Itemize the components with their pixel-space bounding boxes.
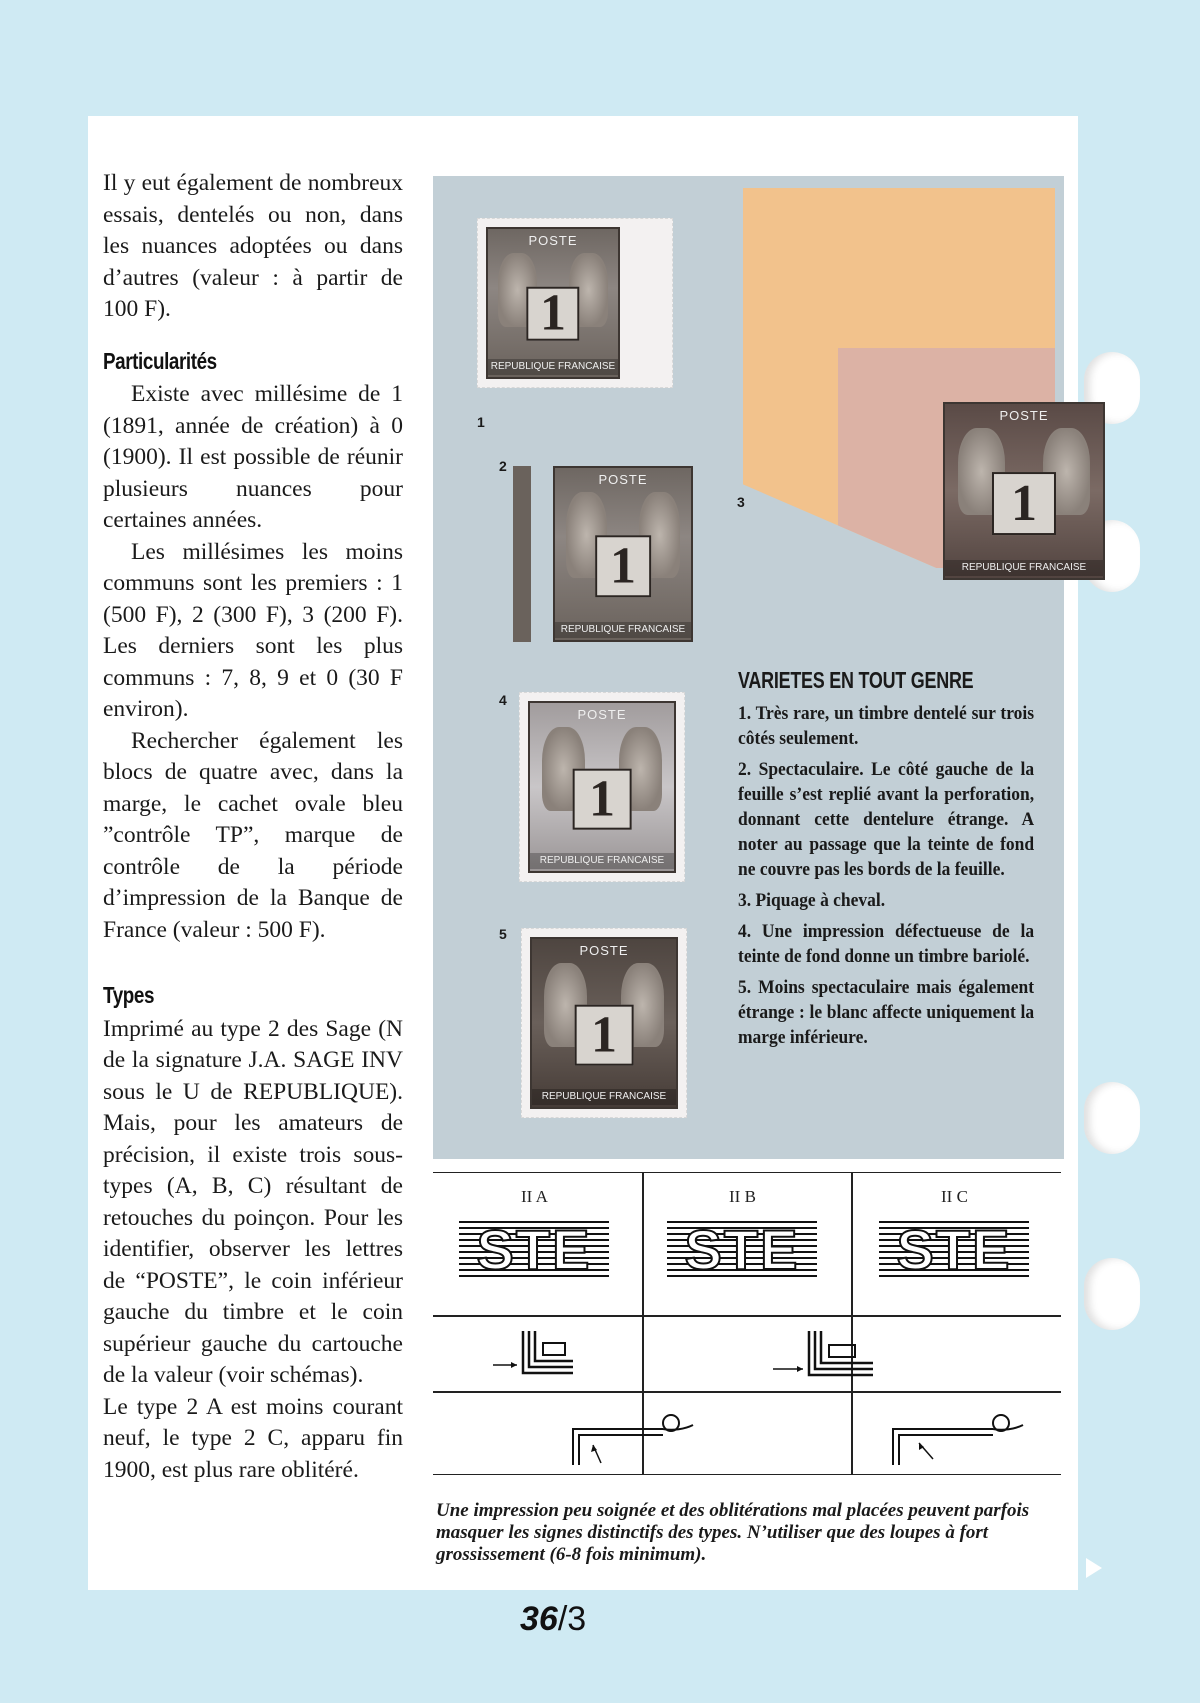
- section-title-types: Types: [103, 982, 155, 1008]
- left-text-column: [103, 168, 403, 1486]
- intro-paragraph: Il y eut également de nombreux essais, dentelés ou non, dans les nuances adoptées ou dans d’autres (valeur : à partir de 100 F).: [103, 170, 403, 322]
- stamp-4: [519, 692, 685, 882]
- varietes-item: 1. Très rare, un timbre dentelé sur trois côtés seulement.: [738, 703, 1035, 749]
- stamp-top-text: POSTE: [579, 943, 629, 958]
- ste-lettering-iic: STE: [879, 1221, 1029, 1279]
- stamp-2: [513, 466, 693, 642]
- types-diagram-table: [433, 1172, 1061, 1475]
- cartouche-corner-iia: [553, 1399, 703, 1469]
- binder-hole: [1084, 1082, 1140, 1154]
- stamp-value: 1: [595, 535, 651, 597]
- ste-lettering-iib: STE: [667, 1221, 817, 1279]
- stamp-label: 4: [499, 692, 507, 708]
- stamp-bottom-text: REPUBLIQUE FRANCAISE: [555, 622, 691, 638]
- page-number-major: 36: [520, 1600, 558, 1638]
- stamp-label: 1: [477, 414, 485, 430]
- stamp-bottom-text: REPUBLIQUE FRANCAISE: [945, 560, 1103, 576]
- column-label-iia: II A: [521, 1187, 548, 1206]
- stamp-top-text: POSTE: [598, 472, 648, 487]
- stamp-top-text: POSTE: [528, 233, 578, 248]
- page-edge-arrow-icon: [1086, 1558, 1102, 1578]
- stamp-top-text: POSTE: [999, 408, 1049, 423]
- varietes-item: 5. Moins spectaculaire mais également étrange : le blanc affecte uniquement la marge inférieure.: [738, 977, 1035, 1048]
- stamp-top-text: POSTE: [577, 707, 627, 722]
- stamp-bottom-text: REPUBLIQUE FRANCAISE: [532, 1089, 676, 1105]
- stamp-bottom-text: REPUBLIQUE FRANCAISE: [488, 359, 618, 375]
- column-label-iib: II B: [729, 1187, 756, 1206]
- types-paragraph: Le type 2 A est moins courant neuf, le type 2 C, apparu fin 1900, est plus rare oblitéré.: [103, 1393, 403, 1483]
- varietes-item: 4. Une impression défectueuse de la teinte de fond donne un timbre bariolé.: [738, 921, 1035, 967]
- stamp-label: 3: [737, 494, 745, 510]
- stamp-label: 5: [499, 926, 507, 942]
- corner-detail-iic: [773, 1323, 883, 1383]
- varietes-box: [738, 668, 1036, 1056]
- stamp-5: [521, 928, 687, 1118]
- varietes-title: VARIETES EN TOUT GENRE: [738, 667, 974, 693]
- corner-detail-iia: [493, 1323, 583, 1383]
- stamp-1: [477, 218, 673, 388]
- stamp-3: [943, 402, 1113, 580]
- ste-lettering-iia: STE: [459, 1221, 609, 1279]
- figure-caption: Une impression peu soignée et des oblitérations mal placées peuvent parfois masquer les signes distinctifs des types. N’utiliser que des loupes à fort grossissement (6-8 fois minimum).: [436, 1500, 1030, 1565]
- varietes-item: 3. Piquage à cheval.: [738, 890, 886, 911]
- section-title-particularites: Particularités: [103, 347, 217, 374]
- page-number-minor: /3: [557, 1600, 587, 1638]
- stamp-label: 2: [499, 458, 507, 474]
- stamp-value: 1: [526, 287, 579, 341]
- page-number: [520, 1600, 586, 1639]
- column-label-iic: II C: [941, 1187, 968, 1206]
- stamp-value: 1: [992, 472, 1056, 535]
- types-paragraph: Imprimé au type 2 des Sage (N de la signature J.A. SAGE INV sous le U de REPUBLIQUE). Mais, pour les amateurs de précision, il existe trois sous-types (A, B, C) résultant de retouches du poinçon. Pour les identifier, observer les lettres de “POSTE”, le coin inférieur gauche du timbre et le coin supérieur gauche du cartouche de la valeur (voir schémas).: [103, 1015, 403, 1388]
- stamp-value: 1: [573, 769, 632, 830]
- varietes-item: 2. Spectaculaire. Le côté gauche de la feuille s’est replié avant la perforation, donnant cette dentelure étrange. A noter au passage que la teinte de fond ne couvre pas les bords de la feuille.: [738, 759, 1035, 880]
- particularites-paragraph: Existe avec millésime de 1 (1891, année de création) à 0 (1900). Il est possible de réunir plusieurs nuances pour certaines années.: [103, 381, 403, 533]
- stamp-value: 1: [575, 1005, 634, 1066]
- cartouche-corner-iic: [863, 1399, 1033, 1469]
- particularites-paragraph: Les millésimes les moins communs sont les premiers : 1 (500 F), 2 (300 F), 3 (200 F). Les derniers sont les plus communs : 7, 8, 9 et 0 (30 F environ).: [103, 538, 403, 722]
- binder-hole: [1084, 1258, 1140, 1330]
- particularites-paragraph: Rechercher également les blocs de quatre avec, dans la marge, le cachet ovale bleu ”contrôle TP”, marque de contrôle de la période d’impression de la Banque de France (valeur : 500 F).: [103, 727, 403, 943]
- stamp-bottom-text: REPUBLIQUE FRANCAISE: [530, 853, 674, 869]
